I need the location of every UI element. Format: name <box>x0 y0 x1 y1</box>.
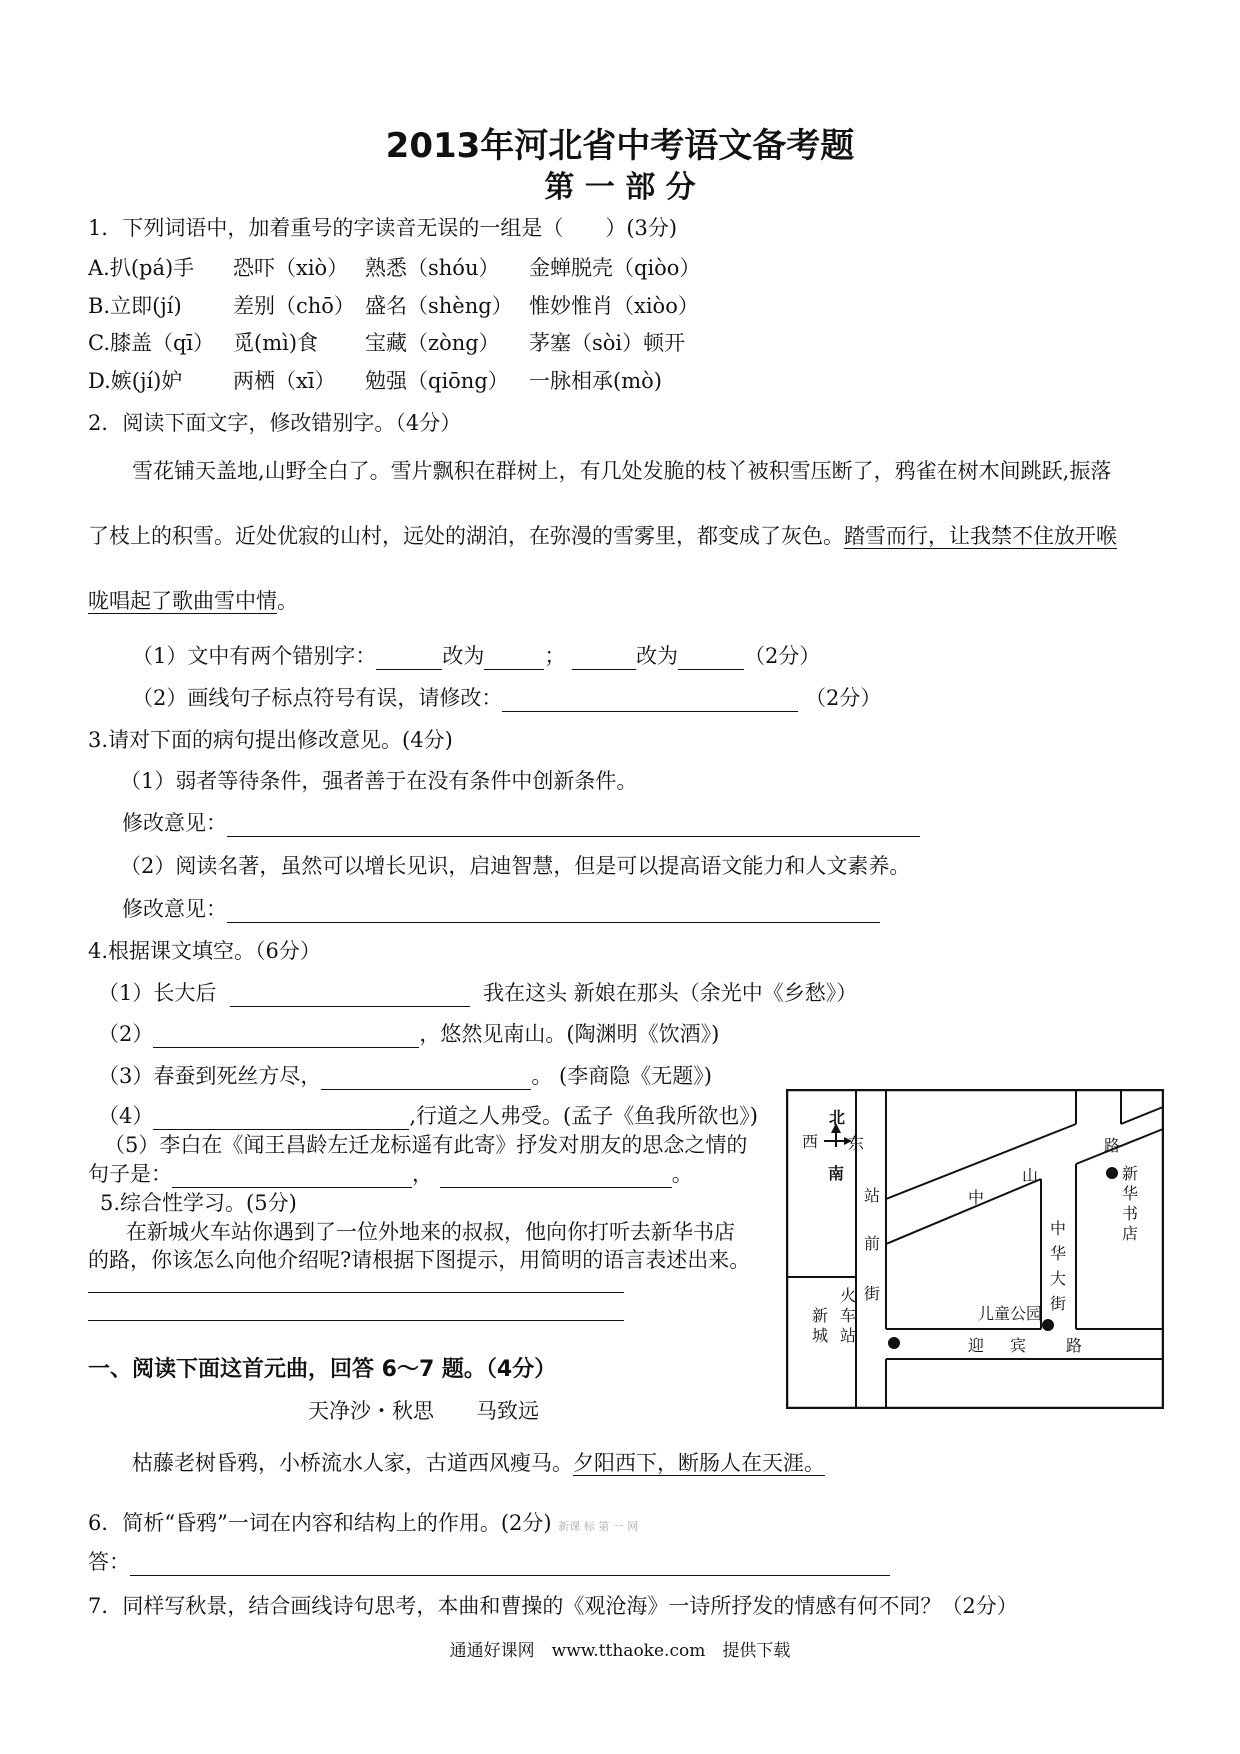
sub-question-text: （2分） <box>744 644 821 668</box>
answer-blank[interactable] <box>130 1553 890 1576</box>
answer-blank[interactable] <box>321 1067 531 1090</box>
station-3: 站 <box>840 1326 857 1345</box>
q6-answer <box>88 1546 890 1576</box>
xincheng-2: 城 <box>812 1326 829 1345</box>
road-zhonghua-1: 中 <box>1050 1219 1067 1238</box>
option-text: 茅塞（sòi）顿开 <box>529 331 686 355</box>
option-text: 熟悉（shóu） <box>365 256 500 280</box>
q4-item-2 <box>98 1018 719 1048</box>
answer-blank[interactable] <box>484 647 544 670</box>
passage-text: 。 <box>277 589 298 613</box>
q4-item-5-answer <box>88 1158 693 1188</box>
answer-blank[interactable] <box>153 1107 409 1130</box>
road-zhonghua-2: 华 <box>1050 1244 1067 1263</box>
q2-passage-line1: 雪花铺天盖地,山野全白了。雪片飘积在群树上，有几处发脆的枝丫被积雪压断了，鸦雀在树木间跳跃,振落 <box>132 459 1112 483</box>
option-text: D.嫉(jí)妒 <box>88 369 183 393</box>
option-text: 宝藏（zòng） <box>365 331 500 355</box>
answer-blank[interactable] <box>572 647 636 670</box>
option-text: 盛名（shèng） <box>365 294 513 318</box>
park-marker <box>1042 1319 1054 1331</box>
q1-stem: 1．下列词语中，加着重号的字读音无误的一组是（ ）(3分) <box>88 216 678 240</box>
road-zhanqian-3: 街 <box>864 1284 881 1303</box>
poem-heading: 天净沙・秋思 马致远 <box>308 1399 539 1423</box>
q5-text-2: 的路，你该怎么向他介绍呢?请根据下图提示，用简明的语言表述出来。 <box>88 1248 751 1272</box>
item-text: 。 (李商隐《无题》) <box>531 1064 712 1088</box>
sub-question-text: ； <box>544 644 566 668</box>
answer-blank[interactable] <box>678 647 744 670</box>
road-zhanqian-2: 前 <box>864 1234 881 1253</box>
answer-line[interactable] <box>88 1320 624 1321</box>
q3-stem: 3.请对下面的病句提出修改意见。(4分) <box>88 728 453 752</box>
q3-revise-1 <box>122 807 920 837</box>
road-yingbin-1: 迎 <box>968 1336 985 1355</box>
q2-sub2 <box>132 682 881 712</box>
xinhua-bookstore-4: 店 <box>1122 1224 1139 1243</box>
station-1: 火 <box>840 1286 857 1305</box>
option-text: 一脉相承(mò) <box>529 369 662 393</box>
q1-option-d <box>88 365 662 395</box>
page-footer: 通通好课网 www.tthaoke.com 提供下载 <box>449 1641 791 1661</box>
xinhua-bookstore-1: 新 <box>1122 1164 1139 1183</box>
answer-blank[interactable] <box>153 1025 419 1048</box>
q3-sentence-1: （1）弱者等待条件，强者善于在没有条件中创新条件。 <box>120 769 638 793</box>
route-map <box>786 1089 1164 1409</box>
answer-blank[interactable] <box>227 814 920 837</box>
option-text: 勉强（qiōng） <box>365 369 509 393</box>
item-text: ，悠然见南山。(陶渊明《饮酒》) <box>419 1022 720 1046</box>
road-zhongshan-2: 山 <box>1022 1166 1039 1185</box>
item-text: （2） <box>98 1022 154 1046</box>
underlined-sentence: 踏雪而行，让我禁不住放开喉 <box>844 524 1117 548</box>
sub-question-text: （2）画线句子标点符号有误，请修改： <box>132 686 503 710</box>
option-text: 惟妙惟肖（xiòo） <box>529 294 699 318</box>
q2-stem: 2．阅读下面文字，修改错别字。（4分） <box>88 411 462 435</box>
xinhua-bookstore-3: 书 <box>1122 1204 1139 1223</box>
underlined-poem-line: 夕阳西下，断肠人在天涯。 <box>573 1451 825 1475</box>
sub-question-text: （1）文中有两个错别字： <box>132 644 377 668</box>
sub-question-text: （2分） <box>805 686 882 710</box>
option-text: 两栖（xī） <box>233 369 336 393</box>
park-label: 儿童公园 <box>978 1304 1043 1323</box>
compass-west: 西 <box>802 1132 819 1151</box>
option-text: A.扒(pá)手 <box>88 256 195 280</box>
road-yingbin-3: 路 <box>1066 1336 1083 1355</box>
q1-option-c <box>88 327 685 357</box>
compass-north: 北 <box>829 1108 846 1127</box>
watermark-text: 新课 标 第 一 网 <box>558 1520 639 1533</box>
q3-sentence-2: （2）阅读名著，虽然可以增长见识，启迪智慧，但是可以提高语文能力和人文素养。 <box>120 854 911 878</box>
option-text: 恐吓（xiò） <box>233 256 349 280</box>
xinhua-bookstore-2: 华 <box>1122 1184 1139 1203</box>
q4-item-1 <box>98 977 857 1007</box>
q1-option-a <box>88 252 700 282</box>
revise-label: 修改意见： <box>122 811 227 835</box>
answer-blank[interactable] <box>440 1165 672 1188</box>
item-text: 。 <box>671 1162 693 1186</box>
answer-label: 答： <box>88 1550 130 1574</box>
item-text: （4） <box>98 1104 154 1128</box>
item-text: （3）春蚕到死丝方尽， <box>98 1064 322 1088</box>
answer-line[interactable] <box>88 1292 624 1293</box>
option-text: C.膝盖（qī） <box>88 331 215 355</box>
road-zhanqian-1: 站 <box>864 1186 881 1205</box>
q4-item-4 <box>98 1100 758 1130</box>
road-zhongshan-1: 中 <box>968 1188 985 1207</box>
item-text: ， <box>412 1162 433 1186</box>
sub-question-text: 改为 <box>636 644 679 668</box>
q4-item-5: （5）李白在《闻王昌龄左迁龙标遥有此寄》抒发对朋友的思念之情的 <box>104 1133 748 1157</box>
road-zhongshan-3: 路 <box>1104 1136 1121 1155</box>
poem-text <box>132 1447 825 1477</box>
compass-south: 南 <box>828 1164 845 1183</box>
road-zhonghua-3: 大 <box>1050 1269 1067 1288</box>
item-text: 句子是： <box>88 1162 172 1186</box>
road-yingbin-2: 宾 <box>1010 1336 1027 1355</box>
q4-stem: 4.根据课文填空。（6分） <box>88 939 321 963</box>
item-text: ,行道之人弗受。(孟子《鱼我所欲也》) <box>409 1104 758 1128</box>
q2-passage-line3 <box>88 585 298 615</box>
answer-blank[interactable] <box>376 647 442 670</box>
page-title: 2013年河北省中考语文备考题 <box>385 126 855 166</box>
compass-east: 东 <box>848 1134 865 1153</box>
xincheng-1: 新 <box>812 1306 829 1325</box>
road-zhonghua-4: 街 <box>1050 1294 1067 1313</box>
q2-sub1 <box>132 640 820 670</box>
item-text: 我在这头 新娘在那头（余光中《乡愁》） <box>483 981 858 1005</box>
q4-item-3 <box>98 1060 712 1090</box>
question-text: 6．简析“昏鸦”一词在内容和结构上的作用。(2分) <box>88 1511 552 1535</box>
answer-blank[interactable] <box>502 689 798 712</box>
sub-question-text: 改为 <box>442 644 485 668</box>
section-heading: 一、阅读下面这首元曲，回答 6～7 题。（4分） <box>88 1357 557 1382</box>
revise-label: 修改意见： <box>122 897 227 921</box>
q1-option-b <box>88 290 699 320</box>
q5-stem: 5.综合性学习。(5分) <box>100 1191 297 1215</box>
answer-blank[interactable] <box>227 900 880 923</box>
answer-blank[interactable] <box>230 984 470 1007</box>
item-text: （1）长大后 <box>98 981 217 1005</box>
passage-text: 了枝上的积雪。近处优寂的山村，远处的湖泊，在弥漫的雪雾里，都变成了灰色。 <box>88 524 844 548</box>
station-2: 车 <box>840 1306 857 1325</box>
bookstore-marker <box>1106 1167 1118 1179</box>
option-text: 觅(mì)食 <box>233 331 319 355</box>
option-text: B.立即(jí) <box>88 294 182 318</box>
poem-line: 枯藤老树昏鸦，小桥流水人家，古道西风瘦马。 <box>132 1451 573 1475</box>
part-heading: 第 一 部 分 <box>544 170 696 205</box>
option-text: 差别（chō） <box>233 294 355 318</box>
underlined-sentence: 咙唱起了歌曲雪中情 <box>88 589 277 613</box>
station-marker <box>888 1337 900 1349</box>
q2-passage-line2 <box>88 520 1117 550</box>
q6-stem <box>88 1507 638 1537</box>
option-text: 金蝉脱壳（qiòo） <box>529 256 701 280</box>
q3-revise-2 <box>122 893 880 923</box>
q5-text-1: 在新城火车站你遇到了一位外地来的叔叔，他向你打听去新华书店 <box>126 1220 735 1244</box>
answer-blank[interactable] <box>172 1165 412 1188</box>
q7-stem: 7．同样写秋景，结合画线诗句思考，本曲和曹操的《观沧海》一诗所抒发的情感有何不同？（2分） <box>88 1594 1018 1618</box>
